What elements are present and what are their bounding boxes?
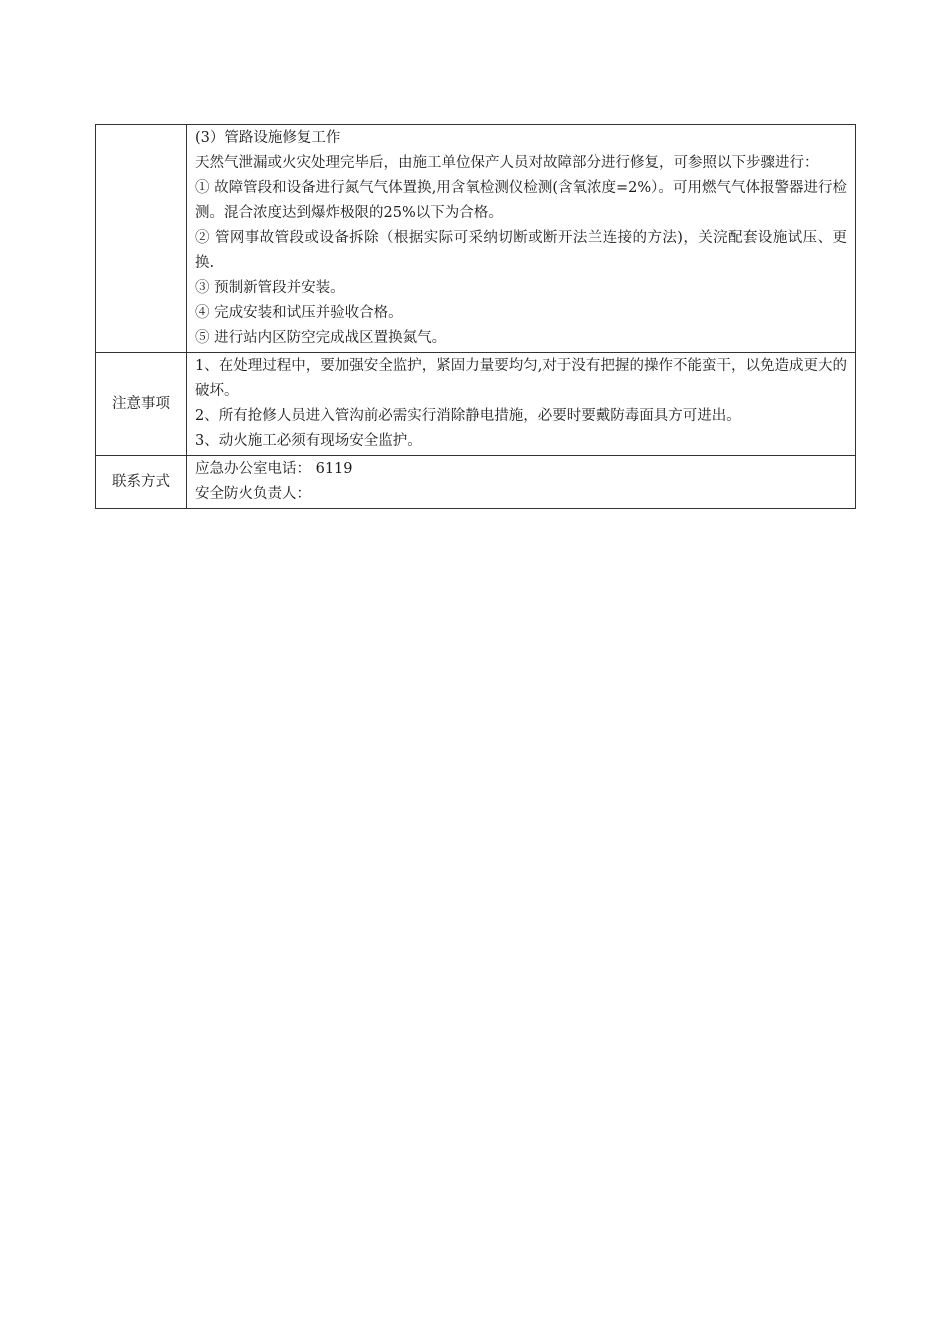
table-row-notes: [96, 353, 856, 456]
repair-steps-cell: [187, 125, 856, 353]
step-item: ⑤ 进行站内区防空完成战区置换氮气。: [195, 330, 447, 346]
row-label: [96, 125, 187, 353]
step-item: ③ 预制新管段并安装。: [195, 280, 345, 296]
contact-cell: [187, 456, 856, 509]
table-row-contact: [96, 456, 856, 509]
step-item: ② 管网事故管段或设备拆除（根据实际可采纳切断或断开法兰连接的方法)，关浣配套设施试压、更换.: [195, 230, 847, 271]
emergency-procedure-table: [95, 124, 856, 509]
note-item: 3、动火施工必须有现场安全监护。: [195, 433, 422, 449]
paragraph-line: 天然气泄漏或火灾处理完毕后，由施工单位保产人员对故障部分进行修复，可参照以下步骤进行：: [195, 155, 819, 171]
contact-person: 安全防火负责人：: [195, 486, 311, 502]
notes-cell: [187, 353, 856, 456]
note-item: 1、在处理过程中，要加强安全监护，紧固力量要均匀,对于没有把握的操作不能蛮干，以免造成更大的破坏。: [195, 358, 847, 399]
section-heading: (3）管路设施修复工作: [195, 130, 341, 146]
contact-phone: 应急办公室电话： 6119: [195, 461, 353, 477]
row-label: 注意事项: [96, 353, 187, 456]
note-item: 2、所有抢修人员进入管沟前必需实行消除静电措施，必要时要戴防毒面具方可进出。: [195, 408, 741, 424]
row-label: 联系方式: [96, 456, 187, 509]
step-item: ④ 完成安装和试压并验收合格。: [195, 305, 403, 321]
step-item: ① 故障管段和设备进行氮气气体置换,用含氧检测仪检测(含氧浓度=2%）。可用燃气气体报警器进行检测。混合浓度达到爆炸极限的25%以下为合格。: [195, 180, 847, 221]
table-row-repair: [96, 125, 856, 353]
